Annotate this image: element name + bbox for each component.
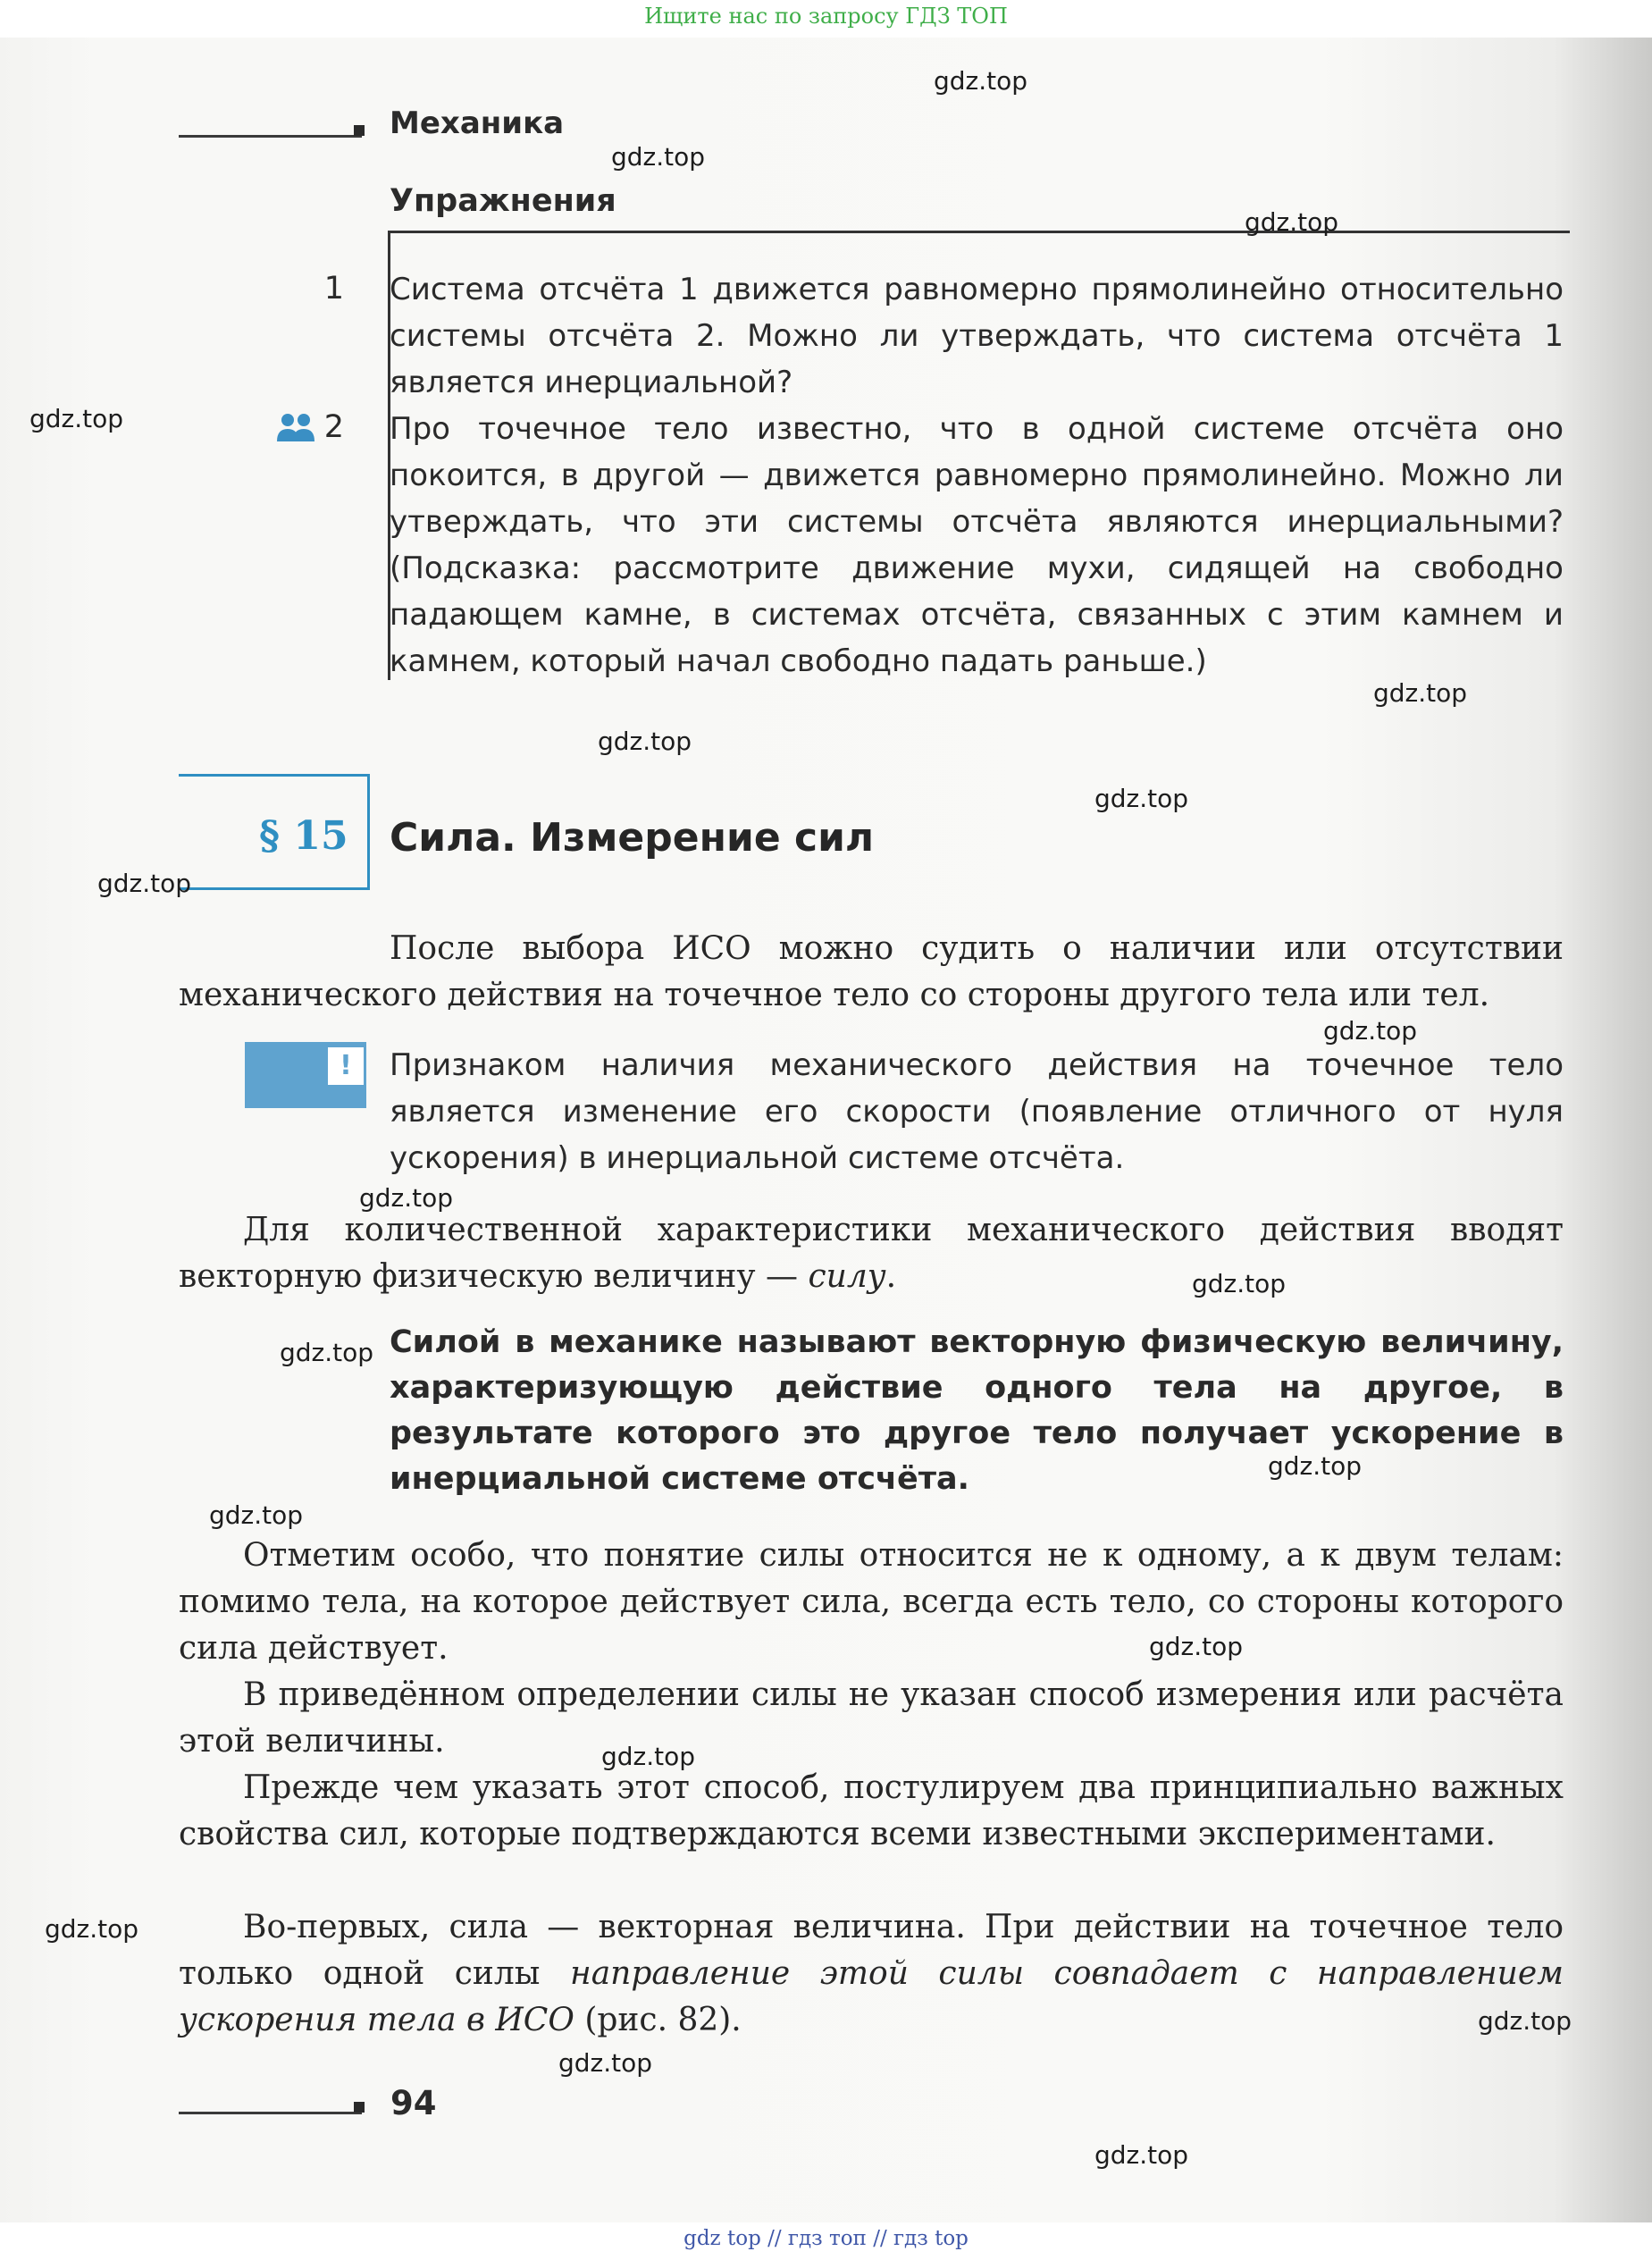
watermark: gdz.top bbox=[1323, 1016, 1418, 1046]
footer-square bbox=[354, 2102, 365, 2113]
watermark: gdz.top bbox=[209, 1500, 304, 1530]
page-number: 94 bbox=[390, 2084, 437, 2122]
watermark: gdz.top bbox=[1192, 1269, 1287, 1298]
header-rule bbox=[179, 135, 362, 138]
watermark: gdz.top bbox=[45, 1914, 139, 1944]
watermark: gdz.top bbox=[934, 66, 1028, 96]
watermark: gdz.top bbox=[359, 1183, 454, 1213]
watermark: gdz.top bbox=[1094, 784, 1189, 813]
important-text: Признаком наличия механического действия на точечное тело является изменение его скорости (появление отличного от нуля ускорения) в инерциальной системе отсчёта. bbox=[390, 1047, 1564, 1176]
watermark: gdz.top bbox=[598, 727, 692, 756]
watermark: gdz.top bbox=[558, 2048, 653, 2078]
paragraph: Во-первых, сила — векторная величина. При действии на точечное тело только одной силы направление этой силы совпадает с направлением ускорения тела в ИСО (рис. 82). bbox=[179, 1909, 1564, 2038]
watermark: gdz.top bbox=[97, 869, 192, 898]
watermark: gdz.top bbox=[1268, 1451, 1363, 1481]
paragraph: В приведённом определении силы не указан способ измерения или расчёта этой величины. bbox=[179, 1676, 1564, 1760]
header-square bbox=[354, 125, 365, 136]
watermark: gdz.top bbox=[29, 404, 124, 433]
top-banner[interactable]: Ищите нас по запросу ГДЗ ТОП bbox=[644, 4, 1008, 29]
footer-rule bbox=[179, 2112, 362, 2114]
watermark: gdz.top bbox=[1149, 1632, 1244, 1661]
section-title: Сила. Измерение сил bbox=[390, 815, 875, 861]
watermark: gdz.top bbox=[1245, 207, 1339, 237]
exercise-text: Система отсчёта 1 движется равномерно прямолинейно относительно системы отсчёта 2. Можно ли утверждать, что система отсчёта 1 является инерциальной? bbox=[390, 272, 1564, 400]
watermark: gdz.top bbox=[1094, 2140, 1189, 2170]
definition: Силой в механике называют векторную физическую величину, характеризующую действие одного тела на другое, в результате которого это другое тело получает ускорение в инерциальной системе отсчёта. bbox=[390, 1324, 1564, 1497]
section-number: § 15 bbox=[259, 813, 348, 859]
running-head: Механика bbox=[390, 105, 565, 141]
watermark: gdz.top bbox=[601, 1742, 696, 1771]
exercise-text: Про точечное тело известно, что в одной системе отсчёта оно покоится, в другой — движется равномерно прямолинейно. Можно ли утверждать, что эти системы отсчёта являются инерциальными? (Подсказка: рассмотрите движение мухи, сидящей на свободно падающем камне, в системах отсчёта, связанных с этим камнем и камнем, который начал свободно падать раньше.) bbox=[390, 411, 1564, 679]
paragraph: Прежде чем указать этот способ, постулируем два принципиально важных свойства сил, которые подтверждаются всеми известными экспериментами. bbox=[179, 1769, 1564, 1853]
exclamation-icon: ! bbox=[328, 1047, 364, 1085]
watermark: gdz.top bbox=[1373, 678, 1468, 708]
exercise-number: 1 bbox=[323, 271, 344, 307]
exercise-number: 2 bbox=[323, 409, 344, 445]
bottom-banner[interactable]: gdz top // гдз топ // гдз top bbox=[683, 2227, 969, 2250]
watermark: gdz.top bbox=[280, 1338, 374, 1367]
paragraph: После выбора ИСО можно судить о наличии или отсутствии механического действия на точечное тело со стороны другого тела или тел. bbox=[179, 930, 1564, 1013]
watermark: gdz.top bbox=[611, 142, 706, 172]
paragraph: Отметим особо, что понятие силы относится не к одному, а к двум телам: помимо тела, на которое действует сила, всегда есть тело, со стороны которого сила действует. bbox=[179, 1537, 1564, 1667]
exercises-title: Упражнения bbox=[390, 183, 616, 219]
term-force: силу bbox=[808, 1258, 886, 1295]
watermark: gdz.top bbox=[1478, 2006, 1572, 2036]
emphasis: направление этой силы совпадает с направлением ускорения тела в ИСО bbox=[179, 1955, 1564, 2038]
paragraph: Для количественной характеристики механического действия вводят векторную физическую величину — силу. bbox=[179, 1212, 1564, 1295]
